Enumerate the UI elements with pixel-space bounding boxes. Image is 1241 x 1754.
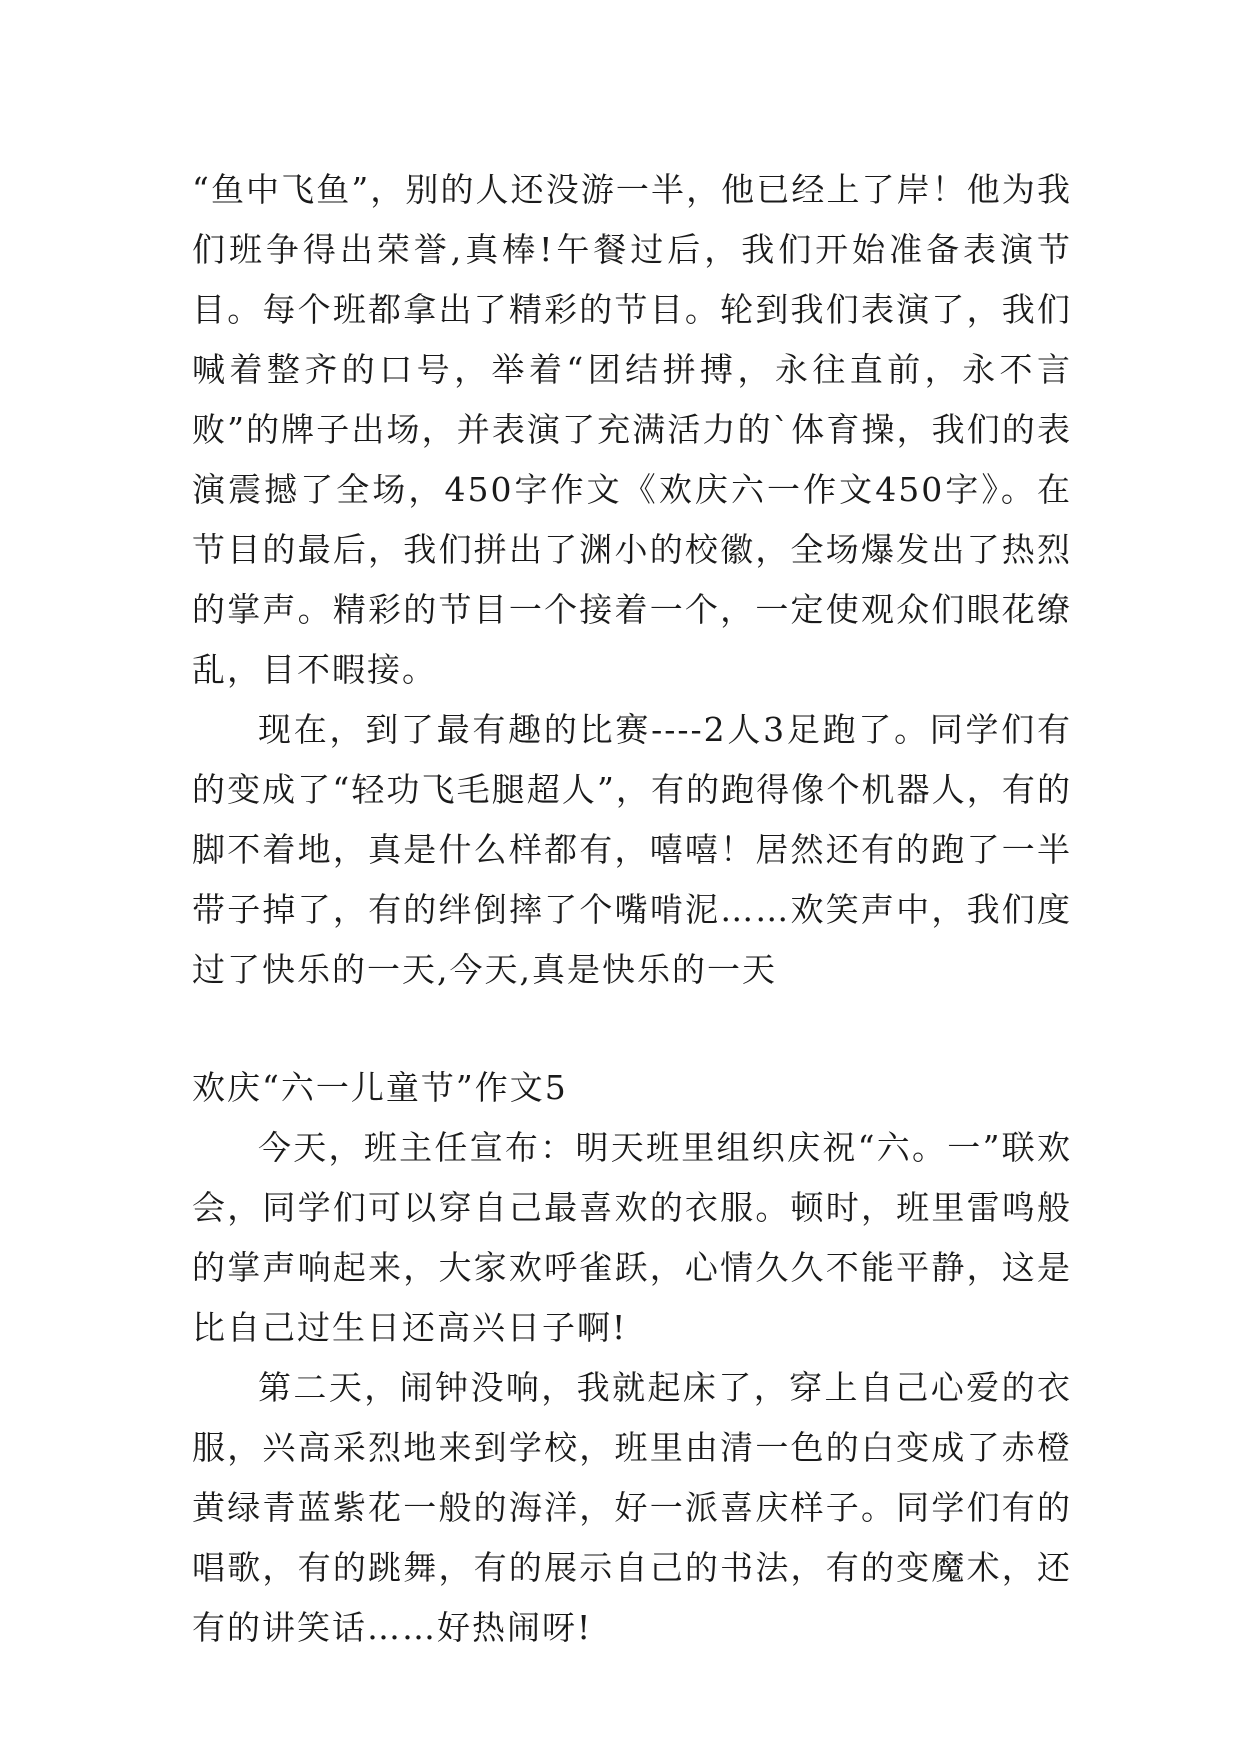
document-body [192, 160, 1072, 1658]
body-paragraph: “鱼中飞鱼”，别的人还没游一半，他已经上了岸！他为我们班争得出荣誉,真棒!午餐过后，我们开始准备表演节目。每个班都拿出了精彩的节目。轮到我们表演了，我们喊着整齐的口号，举着“团结拼搏，永往直前，永不言败”的牌子出场，并表演了充满活力的`体育操，我们的表演震撼了全场，450字作文《欢庆六一作文450字》。在节目的最后，我们拼出了渊小的校徽，全场爆发出了热烈的掌声。精彩的节目一个接着一个，一定使观众们眼花缭乱，目不暇接。 [192, 170, 1072, 689]
body-paragraph: 现在，到了最有趣的比赛----2人3足跑了。同学们有的变成了“轻功飞毛腿超人”，有的跑得像个机器人，有的脚不着地，真是什么样都有，嘻嘻！居然还有的跑了一半带子掉了，有的绊倒摔了个嘴啃泥……欢笑声中，我们度过了快乐的一天,今天,真是快乐的一天 [192, 710, 1072, 989]
body-paragraph: 第二天，闹钟没响，我就起床了，穿上自己心爱的衣服，兴高采烈地来到学校，班里由清一色的白变成了赤橙黄绿青蓝紫花一般的海洋，好一派喜庆样子。同学们有的唱歌，有的跳舞，有的展示自己的书法，有的变魔术，还有的讲笑话……好热闹呀! [192, 1368, 1072, 1647]
section-title: 欢庆“六一儿童节”作文5 [192, 1068, 568, 1107]
body-paragraph: 今天，班主任宣布：明天班里组织庆祝“六。一”联欢会，同学们可以穿自己最喜欢的衣服。顿时，班里雷鸣般的掌声响起来，大家欢呼雀跃，心情久久不能平静，这是比自己过生日还高兴日子啊! [192, 1128, 1072, 1347]
